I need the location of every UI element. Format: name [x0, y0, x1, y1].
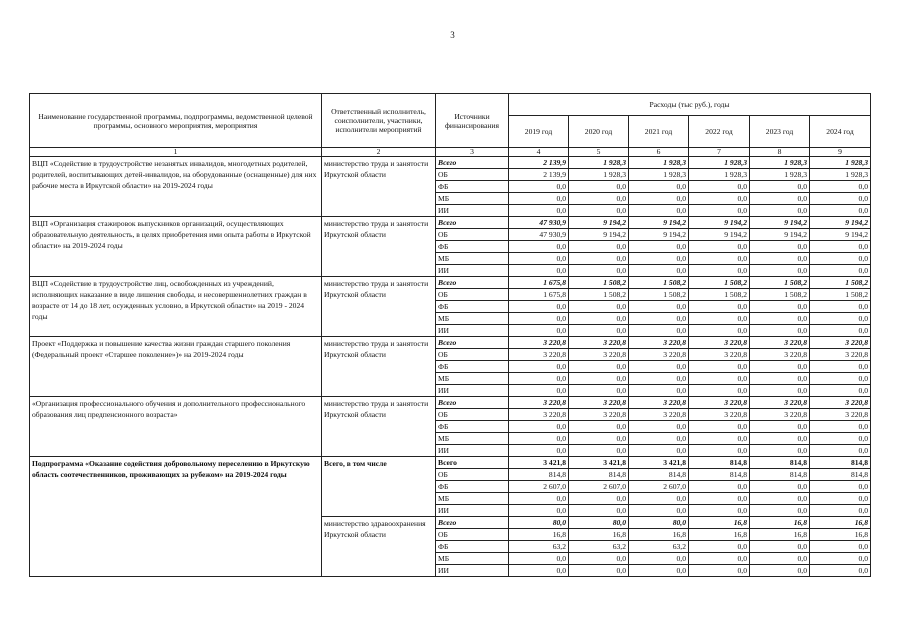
value-cell: 0,0 [750, 565, 810, 577]
value-cell: 0,0 [509, 553, 569, 565]
executor-name: министерство труда и занятости Иркутской области [322, 397, 436, 457]
value-cell: 3 220,8 [750, 409, 810, 421]
value-cell: 814,8 [750, 457, 810, 469]
value-cell: 0,0 [689, 565, 750, 577]
executor-total: Всего, в том числе [322, 457, 436, 517]
source-cell: ФБ [436, 421, 509, 433]
value-cell: 9 194,2 [569, 217, 629, 229]
value-cell: 0,0 [629, 505, 689, 517]
value-cell: 0,0 [750, 433, 810, 445]
value-cell: 0,0 [750, 445, 810, 457]
value-cell: 0,0 [750, 505, 810, 517]
value-cell: 3 220,8 [569, 349, 629, 361]
value-cell: 0,0 [629, 433, 689, 445]
value-cell: 80,0 [629, 517, 689, 529]
value-cell: 814,8 [810, 469, 871, 481]
table-row-total [30, 397, 871, 409]
value-cell: 0,0 [569, 361, 629, 373]
table-row-total [30, 157, 871, 169]
value-cell: 0,0 [569, 421, 629, 433]
value-cell: 47 930,9 [509, 217, 569, 229]
value-cell: 63,2 [569, 541, 629, 553]
header-year: 2023 год [750, 116, 810, 148]
value-cell: 1 928,3 [569, 169, 629, 181]
value-cell: 0,0 [810, 325, 871, 337]
value-cell: 0,0 [509, 433, 569, 445]
value-cell: 9 194,2 [810, 217, 871, 229]
value-cell: 0,0 [689, 265, 750, 277]
value-cell: 3 220,8 [689, 349, 750, 361]
value-cell: 0,0 [810, 505, 871, 517]
value-cell: 3 220,8 [509, 397, 569, 409]
value-cell: 0,0 [750, 553, 810, 565]
value-cell: 1 508,2 [810, 277, 871, 289]
value-cell: 0,0 [509, 313, 569, 325]
value-cell: 0,0 [750, 193, 810, 205]
column-number: 8 [750, 148, 810, 157]
source-cell: ИИ [436, 565, 509, 577]
value-cell: 1 508,2 [629, 277, 689, 289]
value-cell: 0,0 [810, 541, 871, 553]
value-cell: 0,0 [509, 565, 569, 577]
budget-table [29, 93, 871, 577]
source-cell: ФБ [436, 301, 509, 313]
value-cell: 1 508,2 [569, 289, 629, 301]
column-number: 1 [30, 148, 322, 157]
value-cell: 0,0 [509, 385, 569, 397]
value-cell: 0,0 [689, 553, 750, 565]
value-cell: 0,0 [689, 325, 750, 337]
table-row-total [30, 217, 871, 229]
value-cell: 3 220,8 [569, 409, 629, 421]
value-cell: 16,8 [689, 517, 750, 529]
value-cell: 0,0 [750, 361, 810, 373]
column-numbers-row [30, 148, 871, 157]
value-cell: 0,0 [750, 385, 810, 397]
column-number: 7 [689, 148, 750, 157]
value-cell: 0,0 [629, 373, 689, 385]
value-cell: 16,8 [689, 529, 750, 541]
value-cell: 814,8 [810, 457, 871, 469]
page-number: 3 [450, 30, 455, 40]
value-cell: 0,0 [689, 433, 750, 445]
source-cell: Всего [436, 337, 509, 349]
value-cell: 0,0 [569, 313, 629, 325]
value-cell: 0,0 [509, 373, 569, 385]
value-cell: 0,0 [810, 373, 871, 385]
program-name: ВЦП «Организация стажировок выпускников организаций, осуществляющих образовательную деятельность, в целях приобретения ими опыта работы в Иркутской области» на 2019-2024 годы [30, 217, 322, 277]
value-cell: 0,0 [509, 181, 569, 193]
value-cell: 1 508,2 [629, 289, 689, 301]
value-cell: 0,0 [569, 445, 629, 457]
program-section [30, 157, 871, 217]
subprogram-section [30, 457, 871, 577]
value-cell: 0,0 [810, 241, 871, 253]
value-cell: 3 220,8 [810, 349, 871, 361]
value-cell: 0,0 [569, 181, 629, 193]
value-cell: 1 928,3 [810, 169, 871, 181]
program-name: ВЦП «Содействие в трудоустройстве незанятых инвалидов, многодетных родителей, родителей, воспитывающих детей-инвалидов, на оборудованные (оснащенные) для них рабочие места в Иркутской области» на 2019-2024 годы [30, 157, 322, 217]
source-cell: Всего [436, 457, 509, 469]
value-cell: 3 220,8 [810, 409, 871, 421]
value-cell: 0,0 [629, 301, 689, 313]
value-cell: 814,8 [689, 469, 750, 481]
value-cell: 0,0 [689, 301, 750, 313]
value-cell: 0,0 [629, 241, 689, 253]
source-cell: ОБ [436, 469, 509, 481]
program-section [30, 397, 871, 457]
value-cell: 0,0 [689, 421, 750, 433]
executor-name: министерство труда и занятости Иркутской области [322, 277, 436, 337]
value-cell: 9 194,2 [689, 217, 750, 229]
value-cell: 0,0 [810, 553, 871, 565]
value-cell: 1 675,8 [509, 277, 569, 289]
value-cell: 0,0 [810, 181, 871, 193]
source-cell: ОБ [436, 169, 509, 181]
header-year: 2022 год [689, 116, 750, 148]
source-cell: Всего [436, 517, 509, 529]
value-cell: 0,0 [810, 385, 871, 397]
program-section [30, 217, 871, 277]
value-cell: 0,0 [689, 493, 750, 505]
value-cell: 16,8 [750, 529, 810, 541]
value-cell: 0,0 [810, 253, 871, 265]
subprogram-name: Подпрограмма «Оказание содействия добровольному переселению в Иркутскую область соотечественников, проживающих за рубежом» на 2019-2024 годы [30, 457, 322, 577]
value-cell: 3 220,8 [750, 397, 810, 409]
header-year: 2024 год [810, 116, 871, 148]
value-cell: 0,0 [810, 361, 871, 373]
value-cell: 2 607,0 [629, 481, 689, 493]
value-cell: 0,0 [509, 361, 569, 373]
value-cell: 0,0 [569, 553, 629, 565]
header-year: 2021 год [629, 116, 689, 148]
program-name: Проект «Поддержка и повышение качества жизни граждан старшего поколения (Федеральный проект «Старшее поколение»)» на 2019-2024 годы [30, 337, 322, 397]
value-cell: 0,0 [750, 421, 810, 433]
value-cell: 0,0 [509, 193, 569, 205]
value-cell: 0,0 [569, 205, 629, 217]
value-cell: 0,0 [629, 193, 689, 205]
source-cell: ФБ [436, 181, 509, 193]
program-section [30, 277, 871, 337]
value-cell: 1 928,3 [689, 169, 750, 181]
value-cell: 0,0 [629, 253, 689, 265]
value-cell: 0,0 [629, 265, 689, 277]
value-cell: 3 220,8 [509, 337, 569, 349]
value-cell: 0,0 [629, 445, 689, 457]
value-cell: 0,0 [750, 253, 810, 265]
value-cell: 0,0 [569, 241, 629, 253]
value-cell: 0,0 [750, 265, 810, 277]
source-cell: Всего [436, 217, 509, 229]
value-cell: 16,8 [810, 517, 871, 529]
value-cell: 3 220,8 [750, 337, 810, 349]
source-cell: МБ [436, 433, 509, 445]
value-cell: 0,0 [569, 253, 629, 265]
value-cell: 1 508,2 [689, 289, 750, 301]
column-number: 9 [810, 148, 871, 157]
value-cell: 0,0 [689, 373, 750, 385]
source-cell: Всего [436, 277, 509, 289]
value-cell: 0,0 [509, 421, 569, 433]
program-section [30, 337, 871, 397]
value-cell: 0,0 [689, 205, 750, 217]
source-cell: ИИ [436, 385, 509, 397]
value-cell: 1 508,2 [750, 289, 810, 301]
value-cell: 0,0 [629, 181, 689, 193]
source-cell: ОБ [436, 229, 509, 241]
value-cell: 1 928,3 [750, 169, 810, 181]
value-cell: 0,0 [689, 361, 750, 373]
value-cell: 0,0 [750, 313, 810, 325]
value-cell: 0,0 [569, 265, 629, 277]
value-cell: 0,0 [810, 193, 871, 205]
value-cell: 2 607,0 [569, 481, 629, 493]
value-cell: 1 508,2 [810, 289, 871, 301]
value-cell: 0,0 [509, 241, 569, 253]
column-number: 4 [509, 148, 569, 157]
value-cell: 0,0 [509, 205, 569, 217]
value-cell: 3 220,8 [750, 349, 810, 361]
executor-name: министерство труда и занятости Иркутской области [322, 217, 436, 277]
value-cell: 0,0 [750, 301, 810, 313]
value-cell: 0,0 [750, 481, 810, 493]
table-row-total [30, 457, 871, 469]
source-cell: МБ [436, 313, 509, 325]
value-cell: 3 421,8 [509, 457, 569, 469]
value-cell: 9 194,2 [750, 217, 810, 229]
source-cell: МБ [436, 253, 509, 265]
value-cell: 0,0 [810, 565, 871, 577]
source-cell: ОБ [436, 529, 509, 541]
value-cell: 9 194,2 [810, 229, 871, 241]
source-cell: МБ [436, 373, 509, 385]
header-year: 2020 год [569, 116, 629, 148]
value-cell: 9 194,2 [629, 217, 689, 229]
value-cell: 0,0 [810, 301, 871, 313]
value-cell: 814,8 [689, 457, 750, 469]
source-cell: ФБ [436, 541, 509, 553]
value-cell: 0,0 [689, 253, 750, 265]
value-cell: 16,8 [750, 517, 810, 529]
value-cell: 0,0 [689, 541, 750, 553]
value-cell: 0,0 [569, 565, 629, 577]
value-cell: 3 421,8 [569, 457, 629, 469]
header-expenses: Расходы (тыс руб.), годы [509, 94, 871, 116]
column-number: 2 [322, 148, 436, 157]
value-cell: 0,0 [629, 565, 689, 577]
value-cell: 0,0 [629, 385, 689, 397]
value-cell: 9 194,2 [750, 229, 810, 241]
value-cell: 0,0 [689, 385, 750, 397]
value-cell: 2 607,0 [509, 481, 569, 493]
value-cell: 0,0 [750, 325, 810, 337]
value-cell: 80,0 [569, 517, 629, 529]
value-cell: 3 220,8 [810, 337, 871, 349]
value-cell: 16,8 [509, 529, 569, 541]
value-cell: 0,0 [810, 445, 871, 457]
value-cell: 0,0 [689, 181, 750, 193]
value-cell: 0,0 [750, 373, 810, 385]
value-cell: 0,0 [689, 445, 750, 457]
column-number: 6 [629, 148, 689, 157]
value-cell: 3 220,8 [629, 397, 689, 409]
header-year: 2019 год [509, 116, 569, 148]
value-cell: 1 928,3 [810, 157, 871, 169]
value-cell: 0,0 [569, 493, 629, 505]
value-cell: 0,0 [629, 325, 689, 337]
value-cell: 0,0 [569, 301, 629, 313]
value-cell: 3 220,8 [509, 349, 569, 361]
value-cell: 814,8 [569, 469, 629, 481]
value-cell: 0,0 [509, 445, 569, 457]
value-cell: 0,0 [629, 361, 689, 373]
value-cell: 814,8 [629, 469, 689, 481]
value-cell: 0,0 [509, 253, 569, 265]
value-cell: 47 930,9 [509, 229, 569, 241]
source-cell: МБ [436, 553, 509, 565]
value-cell: 0,0 [750, 241, 810, 253]
value-cell: 1 508,2 [689, 277, 750, 289]
source-cell: ФБ [436, 361, 509, 373]
value-cell: 63,2 [629, 541, 689, 553]
value-cell: 16,8 [629, 529, 689, 541]
value-cell: 0,0 [810, 205, 871, 217]
value-cell: 3 220,8 [689, 337, 750, 349]
value-cell: 1 508,2 [750, 277, 810, 289]
table-header [30, 94, 871, 157]
value-cell: 0,0 [750, 205, 810, 217]
value-cell: 3 220,8 [629, 349, 689, 361]
source-cell: ФБ [436, 481, 509, 493]
source-cell: ОБ [436, 349, 509, 361]
source-cell: МБ [436, 193, 509, 205]
value-cell: 0,0 [509, 505, 569, 517]
value-cell: 0,0 [509, 265, 569, 277]
value-cell: 1 928,3 [750, 157, 810, 169]
value-cell: 3 220,8 [569, 337, 629, 349]
header-program: Наименование государственной программы, подпрограммы, ведомственной целевой программы, основного мероприятия, мероприятия [30, 94, 322, 148]
value-cell: 0,0 [509, 493, 569, 505]
value-cell: 0,0 [569, 193, 629, 205]
value-cell: 3 421,8 [629, 457, 689, 469]
source-cell: ОБ [436, 289, 509, 301]
value-cell: 9 194,2 [689, 229, 750, 241]
value-cell: 0,0 [569, 373, 629, 385]
source-cell: ИИ [436, 325, 509, 337]
table-row-total [30, 337, 871, 349]
source-cell: Всего [436, 397, 509, 409]
value-cell: 1 928,3 [689, 157, 750, 169]
value-cell: 0,0 [810, 493, 871, 505]
value-cell: 3 220,8 [689, 397, 750, 409]
value-cell: 16,8 [569, 529, 629, 541]
value-cell: 3 220,8 [569, 397, 629, 409]
program-name: ВЦП «Содействие в трудоустройстве лиц, освобожденных из учреждений, исполняющих наказание в виде лишения свободы, и несовершеннолетних граждан в возрасте от 14 до 18 лет, осужденных условно, в Иркутской области» на 2019 - 2024 годы [30, 277, 322, 337]
value-cell: 9 194,2 [569, 229, 629, 241]
value-cell: 0,0 [629, 313, 689, 325]
value-cell: 63,2 [509, 541, 569, 553]
value-cell: 0,0 [569, 385, 629, 397]
value-cell: 0,0 [629, 493, 689, 505]
value-cell: 814,8 [509, 469, 569, 481]
source-cell: МБ [436, 493, 509, 505]
value-cell: 3 220,8 [629, 337, 689, 349]
value-cell: 1 675,8 [509, 289, 569, 301]
value-cell: 0,0 [569, 433, 629, 445]
value-cell: 0,0 [689, 481, 750, 493]
value-cell: 0,0 [750, 493, 810, 505]
value-cell: 1 928,3 [569, 157, 629, 169]
value-cell: 0,0 [569, 325, 629, 337]
value-cell: 0,0 [810, 433, 871, 445]
value-cell: 1 508,2 [569, 277, 629, 289]
value-cell: 0,0 [509, 301, 569, 313]
column-number: 3 [436, 148, 509, 157]
value-cell: 0,0 [689, 505, 750, 517]
value-cell: 2 139,9 [509, 157, 569, 169]
value-cell: 0,0 [750, 541, 810, 553]
source-cell: ИИ [436, 205, 509, 217]
executor-name: министерство труда и занятости Иркутской области [322, 157, 436, 217]
value-cell: 0,0 [629, 553, 689, 565]
value-cell: 0,0 [569, 505, 629, 517]
executor-health: министерство здравоохранения Иркутской области [322, 517, 436, 577]
value-cell: 1 928,3 [629, 157, 689, 169]
value-cell: 0,0 [689, 241, 750, 253]
value-cell: 0,0 [750, 181, 810, 193]
value-cell: 0,0 [810, 481, 871, 493]
value-cell: 80,0 [509, 517, 569, 529]
value-cell: 0,0 [509, 325, 569, 337]
source-cell: ОБ [436, 409, 509, 421]
value-cell: 1 928,3 [629, 169, 689, 181]
column-number: 5 [569, 148, 629, 157]
value-cell: 814,8 [750, 469, 810, 481]
source-cell: ФБ [436, 241, 509, 253]
source-cell: ИИ [436, 505, 509, 517]
value-cell: 3 220,8 [810, 397, 871, 409]
source-cell: ИИ [436, 265, 509, 277]
value-cell: 0,0 [629, 421, 689, 433]
value-cell: 0,0 [689, 193, 750, 205]
source-cell: ИИ [436, 445, 509, 457]
program-name: «Организация профессионального обучения и дополнительного профессионального образования лиц предпенсионного возраста» [30, 397, 322, 457]
table-row-total [30, 277, 871, 289]
value-cell: 0,0 [810, 313, 871, 325]
value-cell: 0,0 [810, 421, 871, 433]
value-cell: 3 220,8 [629, 409, 689, 421]
value-cell: 0,0 [810, 265, 871, 277]
value-cell: 3 220,8 [509, 409, 569, 421]
value-cell: 16,8 [810, 529, 871, 541]
value-cell: 9 194,2 [629, 229, 689, 241]
header-sources: Источники финансирования [436, 94, 509, 148]
value-cell: 0,0 [629, 205, 689, 217]
value-cell: 2 139,9 [509, 169, 569, 181]
value-cell: 3 220,8 [689, 409, 750, 421]
value-cell: 0,0 [689, 313, 750, 325]
source-cell: Всего [436, 157, 509, 169]
executor-name: министерство труда и занятости Иркутской области [322, 337, 436, 397]
header-executor: Ответственный исполнитель, соисполнители, участники, исполнители мероприятий [322, 94, 436, 148]
